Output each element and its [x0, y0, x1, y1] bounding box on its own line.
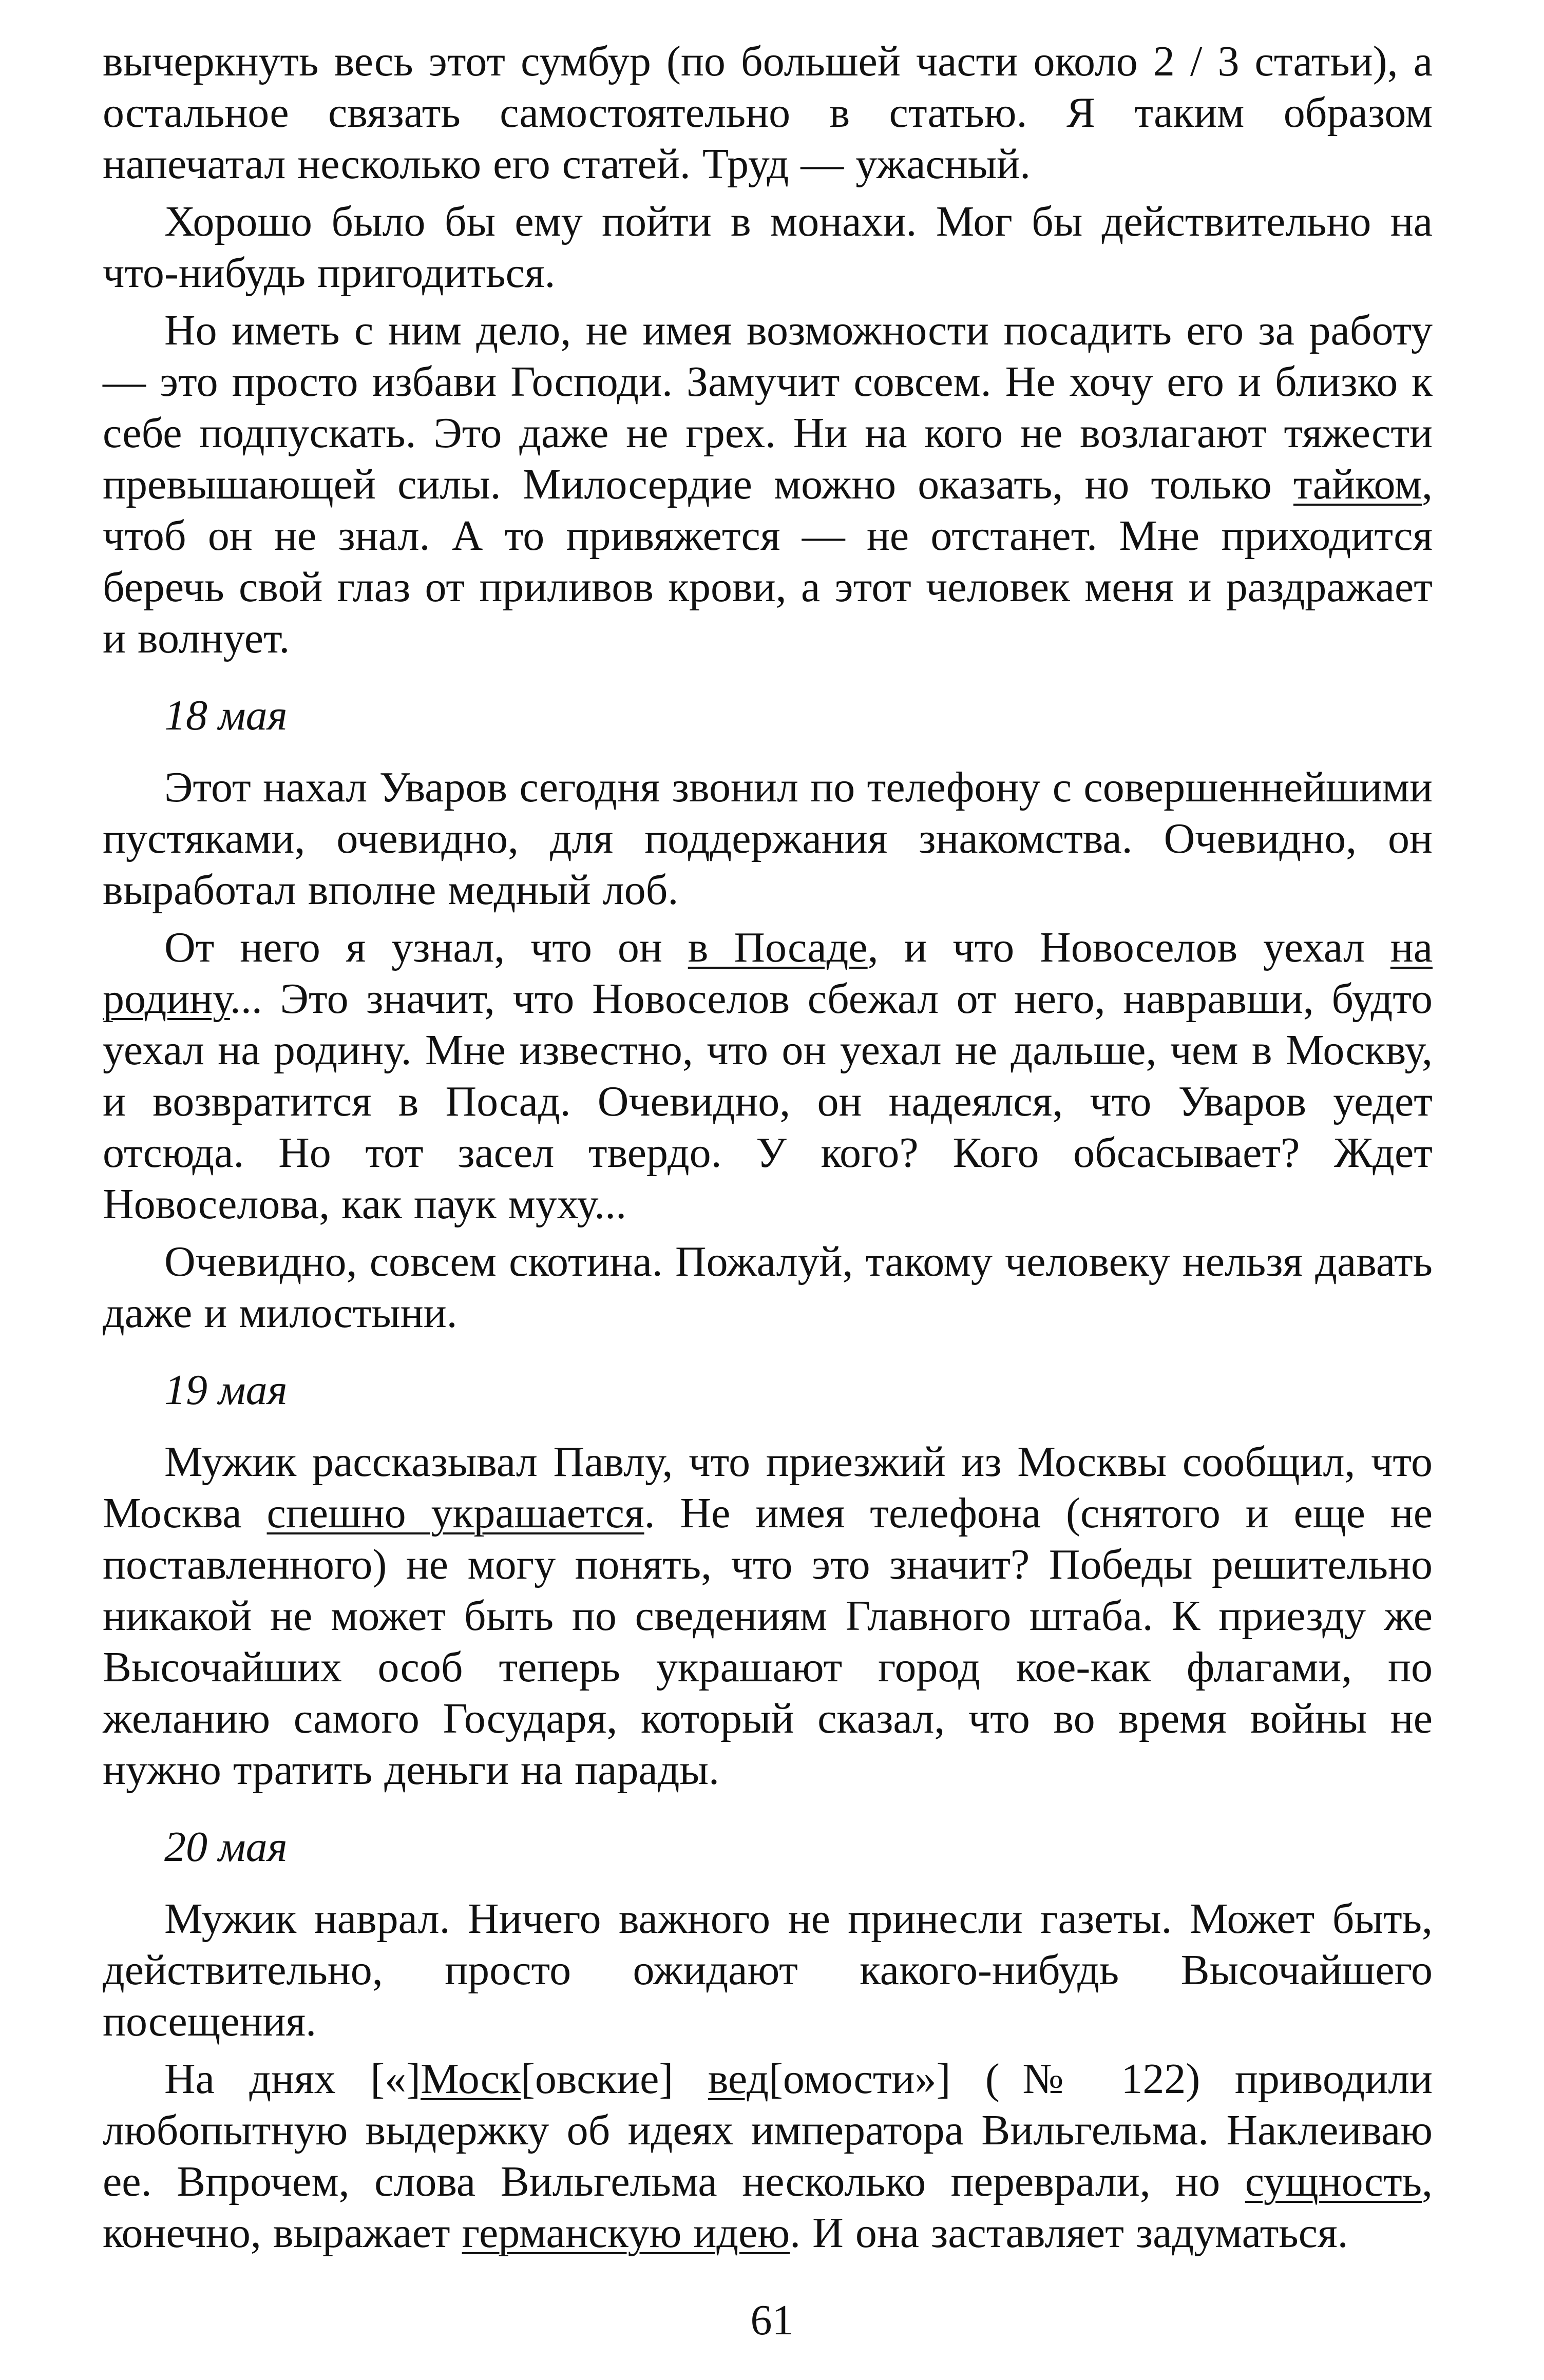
paragraph — [103, 1893, 1433, 2047]
text-run: Этот нахал Уваров сегодня звонил по телефону с совершеннейшими пустяками, очевидно, для поддержания знакомства. Очевидно, он выработал вполне медный лоб. — [103, 763, 1433, 914]
text-run: ... Это значит, что Новоселов сбежал от него, навравши, будто уехал на родину. Мне известно, что он уехал не дальше, чем в Москву, и возвратится в Посад. Очевидно, он надеялся, что Уваров уедет отсюда. Но тот засел твердо. У кого? Кого обсасывает? Ждет Новоселова, как паук муху... — [103, 975, 1433, 1228]
text-run: От него я узнал, что он — [164, 924, 688, 971]
text-run: Но иметь с ним дело, не имея возможности посадить его за работу — это просто избави Господи. Замучит совсем. Не хочу его и близко к себе подпускать. Это даже не грех. Ни на кого не возлагают тяжести превышающей силы. Милосердие можно оказать, но только — [103, 306, 1433, 508]
entry-date: 19 мая — [164, 1366, 288, 1414]
paragraph — [103, 36, 1433, 190]
page-body — [103, 36, 1433, 2265]
text-run: , конечно, выражает — [103, 2158, 1433, 2257]
underlined-text: спешно украшается — [266, 1489, 644, 1537]
underlined-text: вед — [708, 2055, 769, 2103]
text-run: [овские] — [520, 2055, 708, 2103]
text-run: , чтоб он не знал. А то привяжется — не отстанет. Мне приходится беречь свой глаз от приливов крови, а этот человек меня и раздражает и волнует. — [103, 460, 1433, 662]
paragraph — [103, 305, 1433, 664]
paragraph — [103, 762, 1433, 916]
underlined-text: германскую идею — [462, 2209, 790, 2257]
paragraph — [103, 196, 1433, 299]
text-run: . И она заставляет задуматься. — [790, 2209, 1348, 2257]
text-run: Мужик рассказывал Павлу, что приезжий из Москвы сообщил, что Москва — [103, 1438, 1433, 1537]
entry-date: 20 мая — [164, 1823, 288, 1871]
entry-date: 18 мая — [164, 692, 288, 739]
paragraph — [103, 1236, 1433, 1339]
underlined-text: в Посаде — [688, 924, 868, 971]
text-run: На днях [«] — [164, 2055, 421, 2103]
page-number: 61 — [750, 2296, 794, 2344]
underlined-text: Моск — [421, 2055, 521, 2103]
text-run: Хорошо было бы ему пойти в монахи. Мог бы действительно на что-нибудь пригодиться. — [103, 198, 1433, 297]
paragraph — [103, 2053, 1433, 2259]
underlined-text: на родину — [103, 924, 1433, 1023]
text-run: , и что Новоселов уехал — [867, 924, 1390, 971]
underlined-text: тайком — [1293, 460, 1422, 508]
paragraph — [103, 1436, 1433, 1796]
underlined-text: сущность — [1245, 2158, 1422, 2205]
text-run: [омости»] (№ 122) приводили любопытную выдержку об идеях императора Вильгельма. Наклеиваю ее. Впрочем, слова Вильгельма несколько переврали, но — [103, 2055, 1433, 2205]
text-run: вычеркнуть весь этот сумбур (по большей части около 2 / 3 статьи), а остальное связать самостоятельно в статью. Я таким образом напечатал несколько его статей. Труд — ужасный. — [103, 37, 1433, 188]
text-run: Очевидно, совсем скотина. Пожалуй, такому человеку нельзя давать даже и милостыни. — [103, 1238, 1433, 1337]
paragraph — [103, 922, 1433, 1230]
text-run: . Не имея телефона (снятого и еще не поставленного) не могу понять, что это значит? Победы решительно никакой не может быть по сведениям Главного штаба. К приезду же Высочайших особ теперь украшают город кое-как флагами, по желанию самого Государя, который сказал, что во время войны не нужно тратить деньги на парады. — [103, 1489, 1433, 1794]
text-run: Мужик наврал. Ничего важного не принесли газеты. Может быть, действительно, просто ожидают какого-нибудь Высочайшего посещения. — [103, 1895, 1433, 2045]
